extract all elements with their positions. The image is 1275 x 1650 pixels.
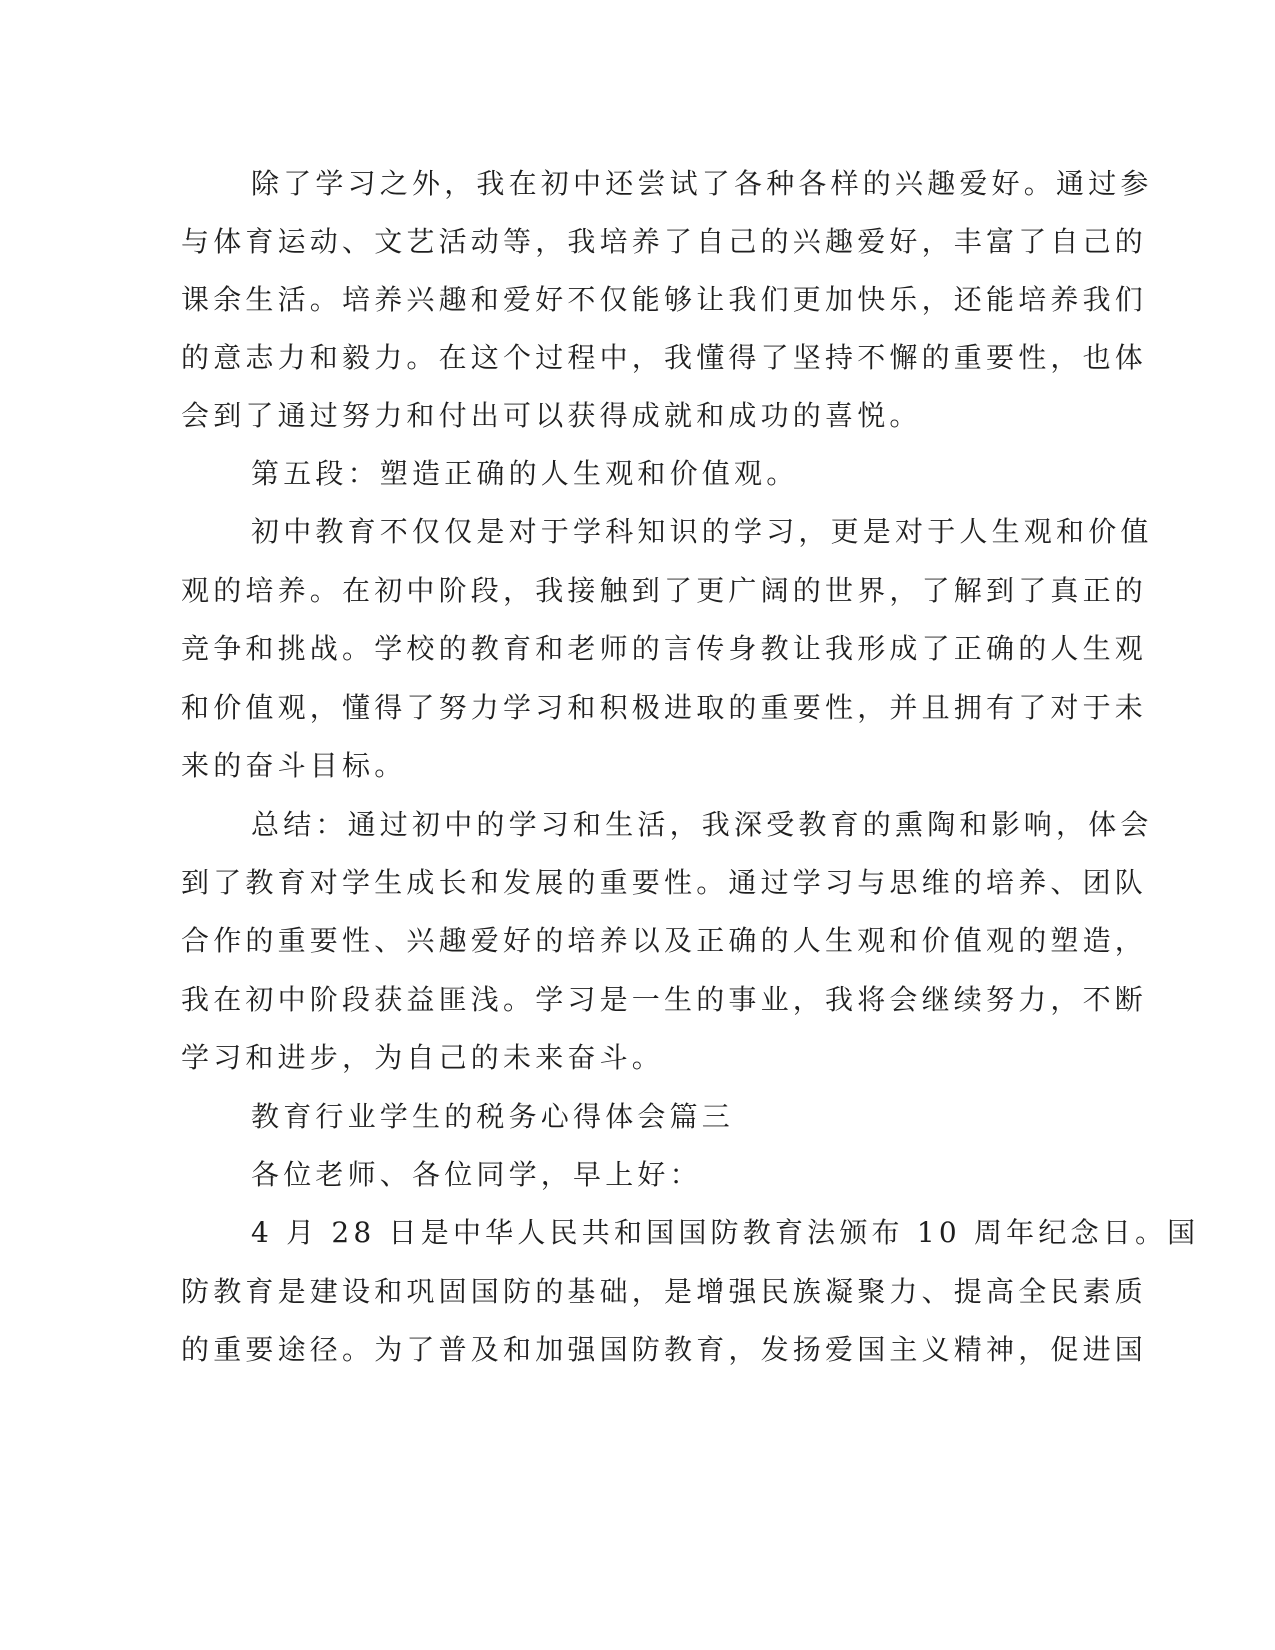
paragraph-1-line-1: 除了学习之外，我在初中还尝试了各种各样的兴趣爱好。通过参	[251, 167, 1153, 200]
summary-line-4: 我在初中阶段获益匪浅。学习是一生的事业，我将会继续努力，不断	[181, 983, 1148, 1016]
paragraph-3-line-1: 4 月 28 日是中华人民共和国国防教育法颁布 10 周年纪念日。国	[251, 1216, 1200, 1249]
greeting: 各位老师、各位同学，早上好：	[251, 1158, 702, 1191]
summary-line-3: 合作的重要性、兴趣爱好的培养以及正确的人生观和价值观的塑造，	[181, 924, 1148, 957]
paragraph-2-line-1: 初中教育不仅仅是对于学科知识的学习，更是对于人生观和价值	[251, 515, 1153, 548]
paragraph-2-line-4: 和价值观，懂得了努力学习和积极进取的重要性，并且拥有了对于未	[181, 691, 1148, 724]
paragraph-3-line-3: 的重要途径。为了普及和加强国防教育，发扬爱国主义精神，促进国	[181, 1333, 1148, 1366]
summary-line-2: 到了教育对学生成长和发展的重要性。通过学习与思维的培养、团队	[181, 866, 1148, 899]
section-heading-5: 第五段：塑造正确的人生观和价值观。	[251, 457, 799, 490]
paragraph-1-line-2: 与体育运动、文艺活动等，我培养了自己的兴趣爱好，丰富了自己的	[181, 225, 1148, 258]
paragraph-3-line-2: 防教育是建设和巩固国防的基础，是增强民族凝聚力、提高全民素质	[181, 1275, 1148, 1308]
paragraph-1-line-5: 会到了通过努力和付出可以获得成就和成功的喜悦。	[181, 399, 922, 432]
paragraph-1-line-3: 课余生活。培养兴趣和爱好不仅能够让我们更加快乐，还能培养我们	[181, 283, 1148, 316]
paragraph-2-line-3: 竞争和挑战。学校的教育和老师的言传身教让我形成了正确的人生观	[181, 632, 1148, 665]
paragraph-2-line-2: 观的培养。在初中阶段，我接触到了更广阔的世界，了解到了真正的	[181, 574, 1148, 607]
paragraph-2-line-5: 来的奋斗目标。	[181, 749, 407, 782]
summary-line-5: 学习和进步，为自己的未来奋斗。	[181, 1041, 665, 1074]
article-title: 教育行业学生的税务心得体会篇三	[251, 1100, 735, 1133]
summary-line-1: 总结：通过初中的学习和生活，我深受教育的熏陶和影响，体会	[251, 808, 1153, 841]
paragraph-1-line-4: 的意志力和毅力。在这个过程中，我懂得了坚持不懈的重要性，也体	[181, 341, 1148, 374]
